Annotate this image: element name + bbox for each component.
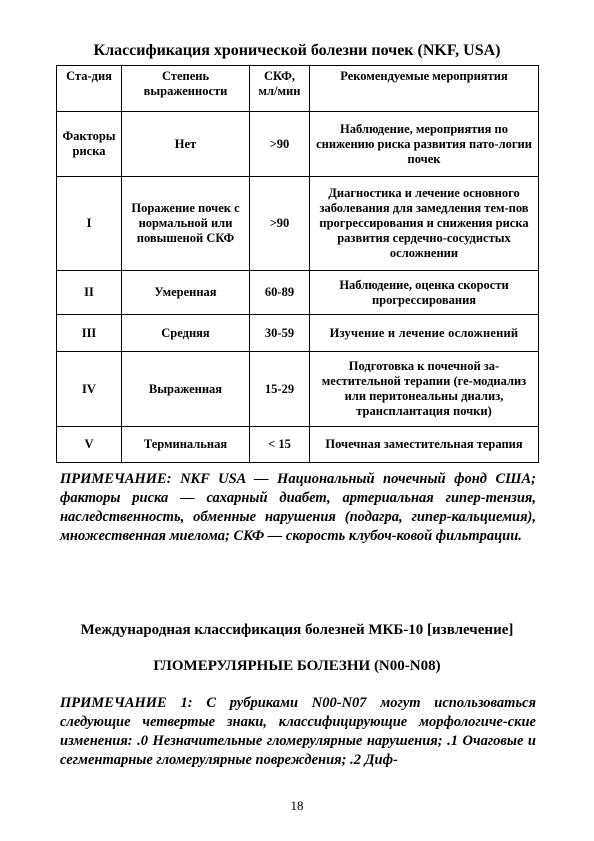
header-stage: Ста-дия: [57, 66, 122, 112]
cell-actions: Наблюдение, мероприятия по снижению риска развития пато-логии почек: [310, 112, 539, 177]
icd-note: ПРИМЕЧАНИЕ 1: С рубриками N00-N07 могут использоваться следующие четвертые знаки, классифицирующие морфологиче-ские изменения: .0 Незначительные гломерулярные нарушения; .1 Очаговые и сегментарные гломерулярные повреждения; .2 Диф-: [60, 695, 536, 768]
cell-gfr: < 15: [250, 427, 310, 463]
cell-stage: Факторы риска: [57, 112, 122, 177]
table-header-row: [57, 66, 539, 112]
table-row: [57, 427, 539, 463]
cell-severity: Средняя: [122, 315, 250, 352]
cell-severity: Поражение почек с нормальной или повышеной СКФ: [122, 177, 250, 271]
cell-gfr: 60-89: [250, 271, 310, 315]
header-severity: Степень выраженности: [122, 66, 250, 112]
cell-actions: Наблюдение, оценка скорости прогрессирования: [310, 271, 539, 315]
cell-stage: III: [57, 315, 122, 352]
table-row: [57, 315, 539, 352]
cell-actions: Подготовка к почечной за-местительной терапии (ге-модиализ или перитонеальны диализ, трансплантация почки): [310, 352, 539, 427]
cell-severity: Выраженная: [122, 352, 250, 427]
cell-stage: I: [57, 177, 122, 271]
header-gfr: СКФ, мл/мин: [250, 66, 310, 112]
cell-stage: II: [57, 271, 122, 315]
table-row: [57, 271, 539, 315]
cell-actions: Диагностика и лечение основного заболевания для замедления тем-пов прогрессирования и снижения риска развития сердечно-сосудистых осложнении: [310, 177, 539, 271]
table-title: Классификация хронической болезни почек (NKF, USA): [93, 42, 501, 59]
table-row: [57, 177, 539, 271]
glomerular-heading: ГЛОМЕРУЛЯРНЫЕ БОЛЕЗНИ (N00-N08): [153, 658, 441, 674]
cell-stage: V: [57, 427, 122, 463]
cell-severity: Умеренная: [122, 271, 250, 315]
cell-actions: Изучение и лечение осложнений: [310, 315, 539, 352]
cell-severity: Терминальная: [122, 427, 250, 463]
cell-stage: IV: [57, 352, 122, 427]
table-row: [57, 112, 539, 177]
cell-gfr: >90: [250, 177, 310, 271]
cell-gfr: 30-59: [250, 315, 310, 352]
cell-severity: Нет: [122, 112, 250, 177]
header-actions: Рекомендуемые мероприятия: [310, 66, 539, 112]
table-row: [57, 352, 539, 427]
icd-heading: Международная классификация болезней МКБ-10 [извлечение]: [80, 622, 514, 638]
cell-gfr: >90: [250, 112, 310, 177]
cell-actions: Почечная заместительная терапия: [310, 427, 539, 463]
nkf-note: ПРИМЕЧАНИЕ: NKF USA — Национальный почечный фонд США; факторы риска — сахарный диабет, артериальная гипер-тензия, наследственность, обменные нарушения (подагра, гипер-кальциемия), множественная миелома; СКФ — скорость клубоч-ковой фильтрации.: [60, 471, 536, 544]
cell-gfr: 15-29: [250, 352, 310, 427]
ckd-classification-table: [56, 65, 539, 463]
page-number: 18: [290, 798, 304, 813]
